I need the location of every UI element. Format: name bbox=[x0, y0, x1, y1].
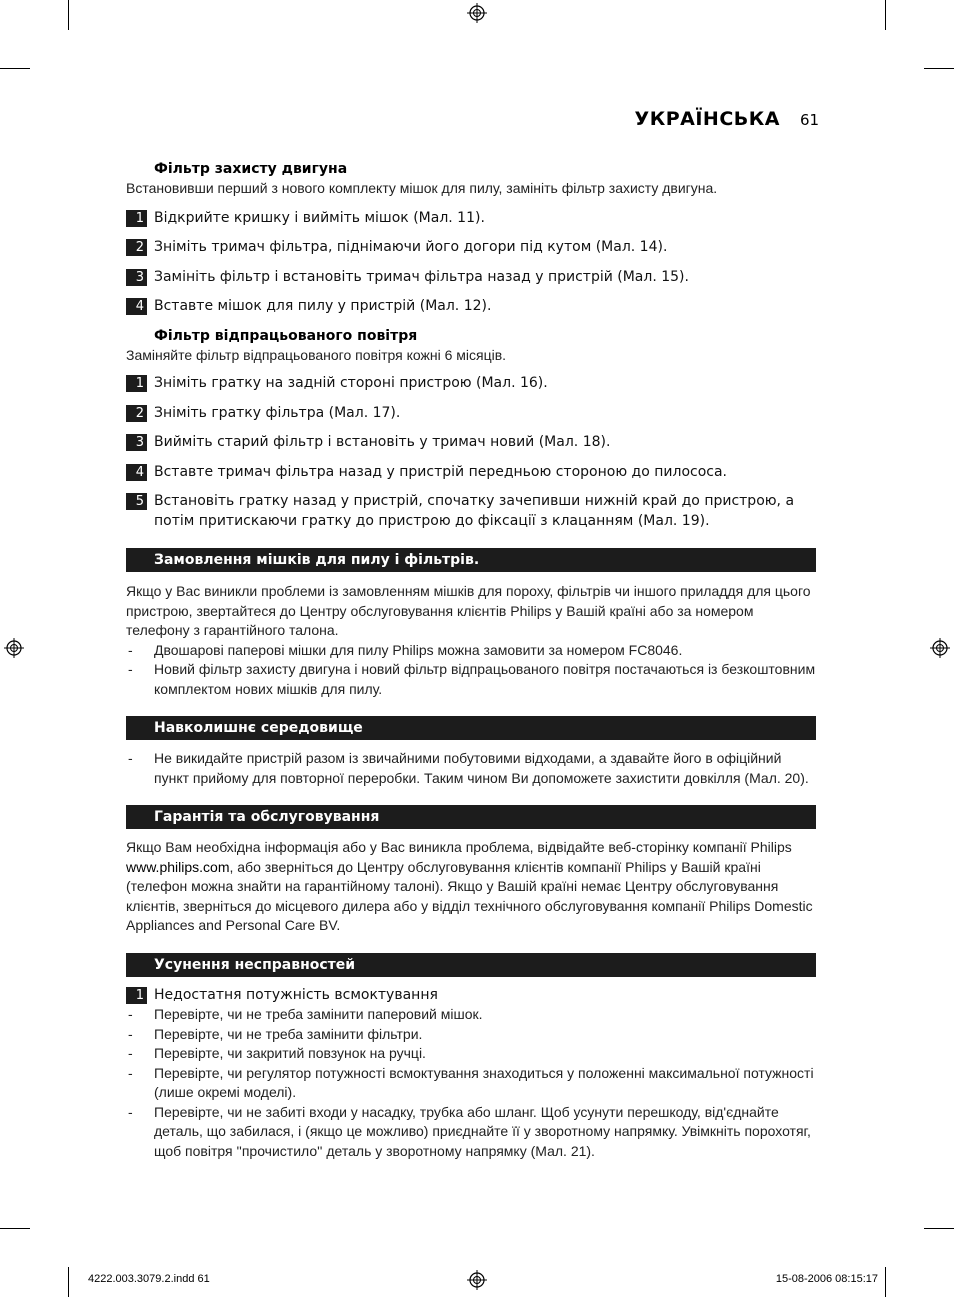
registration-mark-icon bbox=[930, 638, 950, 658]
motor-filter-heading: Фільтр захисту двигуна bbox=[154, 161, 348, 177]
list-item: - Перевірте, чи закритий повзунок на ручці. bbox=[128, 1045, 426, 1061]
crop-mark bbox=[885, 0, 886, 30]
step-text: Зніміть гратку фільтра (Мал. 17). bbox=[154, 404, 401, 421]
exhaust-filter-intro: Заміняйте фільтр відпрацьованого повітря кожні 6 місяців. bbox=[126, 346, 507, 363]
footer-file-info: 4222.003.3079.2.indd 61 bbox=[88, 1273, 210, 1285]
step-number: 2 bbox=[126, 405, 147, 422]
crop-mark bbox=[0, 68, 30, 69]
guarantee-text-after: , або зверніться до Центру обслуговування клієнтів компанії Philips у Вашій країні (телефон можна знайти на гарантійному талоні). Якщо у Вашій країні немає Центру обслуговування клієнтів, зверніться до місцевого дилера або у відділ технічного обслуговування компанії Philips Domestic Appliances and Personal Care BV. bbox=[126, 858, 813, 933]
troubleshooting-section-title: Усунення несправностей bbox=[126, 953, 816, 977]
step-number: 1 bbox=[126, 987, 147, 1004]
list-item: - Перевірте, чи не треба замінити паперовий мішок. bbox=[128, 1006, 483, 1022]
registration-mark-icon bbox=[467, 1270, 487, 1290]
step-text: Вставте тримач фільтра назад у пристрій передньою стороною до пилососа. bbox=[154, 463, 728, 480]
ordering-section-title: Замовлення мішків для пилу і фільтрів. bbox=[126, 548, 816, 572]
crop-mark bbox=[885, 1267, 886, 1297]
step-text: Замініть фільтр і встановіть тримач фільтра назад у пристрій (Мал. 15). bbox=[154, 268, 689, 285]
step-text: Вийміть старий фільтр і встановіть у тримач новий (Мал. 18). bbox=[154, 434, 611, 450]
language-title: УКРАЇНСЬКА bbox=[634, 108, 780, 130]
guarantee-paragraph bbox=[126, 838, 816, 936]
crop-mark bbox=[68, 0, 69, 30]
ordering-paragraph: Якщо у Вас виникли проблеми із замовленням мішків для пороху, фільтрів чи іншого приладдя для цього пристрою, звертайтеся до Центру обслуговування клієнтів Philips у Вашій країні або за номером телефону з гарантійного талона. bbox=[126, 583, 811, 638]
exhaust-filter-step bbox=[126, 374, 816, 394]
motor-filter-intro: Встановивши перший з нового комплекту мішок для пилу, замініть фільтр захисту двигуна. bbox=[126, 180, 718, 196]
step-number: 5 bbox=[126, 493, 147, 510]
list-item: - Перевірте, чи регулятор потужності всмоктування знаходиться у положенні максимальної потужності (лише окремі моделі). bbox=[128, 1064, 814, 1100]
exhaust-filter-step bbox=[126, 404, 816, 424]
motor-filter-step bbox=[126, 209, 816, 229]
list-item: - Новий фільтр захисту двигуна і новий фільтр відпрацьованого повітря постачаються із безкоштовним комплектом нових мішків для пилу. bbox=[128, 661, 816, 697]
list-item: - Двошарові паперові мішки для пилу Philips можна замовити за номером FC8046. bbox=[128, 641, 683, 658]
step-text: Встановіть гратку назад у пристрій, спочатку зачепивши нижній край до пристрою, а потім притискаючи гратку до пристрою до фіксації з клацанням (Мал. 19). bbox=[154, 493, 795, 529]
motor-filter-step bbox=[126, 268, 816, 288]
list-item-text: Двошарові паперові мішки для пилу Philips можна замовити за номером FC8046. bbox=[154, 641, 683, 658]
list-item-text: Новий фільтр захисту двигуна і новий фільтр відпрацьованого повітря постачаються із безкоштовним комплектом нових мішків для пилу. bbox=[154, 661, 816, 697]
list-item-text: Не викидайте пристрій разом із звичайними побутовими відходами, а здавайте його в офіційний пункт прийому для повторної переробки. Таким чином Ви допоможете захистити довкілля (Мал. 20). bbox=[154, 750, 809, 786]
list-item-text: Перевірте, чи закритий повзунок на ручці. bbox=[154, 1045, 426, 1061]
list-item: - Перевірте, чи не треба замінити фільтри. bbox=[128, 1025, 423, 1042]
list-item-text: Перевірте, чи не забиті входи у насадку, трубка або шланг. Щоб усунути перешкоду, від'єднайте деталь, що забилася, і (якщо це можливо) приєднайте її у зворотному напрямку. Увімкніть порохотяг, щоб повітря ''прочистило'' деталь у зворотному напрямку (Мал. 21). bbox=[154, 1103, 811, 1159]
troubleshooting-problem bbox=[126, 986, 816, 1006]
step-number: 1 bbox=[126, 210, 147, 227]
list-item-text: Перевірте, чи не треба замінити паперовий мішок. bbox=[154, 1006, 483, 1022]
guarantee-section-title: Гарантія та обслуговування bbox=[126, 805, 816, 829]
motor-filter-step bbox=[126, 297, 816, 317]
exhaust-filter-step bbox=[126, 433, 816, 453]
crop-mark bbox=[68, 1267, 69, 1297]
footer-datetime: 15-08-2006 08:15:17 bbox=[775, 1273, 878, 1285]
step-number: 1 bbox=[126, 375, 147, 392]
page-number: 61 bbox=[800, 111, 820, 129]
philips-website-link[interactable]: www.philips.com bbox=[126, 858, 230, 875]
list-item: - Перевірте, чи не забиті входи у насадку, трубка або шланг. Щоб усунути перешкоду, від'єднайте деталь, що забилася, і (якщо це можливо) приєднайте її у зворотному напрямку. Увімкніть порохотяг, щоб повітря ''прочистило'' деталь у зворотному напрямку (Мал. 21). bbox=[128, 1103, 811, 1159]
exhaust-filter-step bbox=[126, 492, 816, 531]
exhaust-filter-heading: Фільтр відпрацьованого повітря bbox=[154, 327, 418, 344]
crop-mark bbox=[924, 68, 954, 69]
step-text: Зніміть гратку на задній стороні пристрою (Мал. 16). bbox=[154, 375, 548, 391]
step-text: Вставте мішок для пилу у пристрій (Мал. 12). bbox=[154, 298, 492, 314]
list-item-text: Перевірте, чи не треба замінити фільтри. bbox=[154, 1025, 423, 1042]
step-number: 3 bbox=[126, 434, 147, 451]
list-item: - Не викидайте пристрій разом із звичайними побутовими відходами, а здавайте його в офіційний пункт прийому для повторної переробки. Таким чином Ви допоможете захистити довкілля (Мал. 20). bbox=[128, 750, 809, 786]
exhaust-filter-step bbox=[126, 463, 816, 483]
step-text: Зніміть тримач фільтра, піднімаючи його догори під кутом (Мал. 14). bbox=[154, 239, 668, 255]
registration-mark-icon bbox=[4, 638, 24, 658]
list-item-text: Перевірте, чи регулятор потужності всмоктування знаходиться у положенні максимальної потужності (лише окремі моделі). bbox=[154, 1064, 814, 1100]
step-number: 4 bbox=[126, 298, 147, 315]
step-number: 2 bbox=[126, 239, 147, 256]
step-text: Відкрийте кришку і вийміть мішок (Мал. 11). bbox=[154, 209, 485, 226]
crop-mark bbox=[0, 1228, 30, 1229]
motor-filter-step bbox=[126, 238, 816, 258]
step-number: 3 bbox=[126, 269, 147, 286]
guarantee-text-before: Якщо Вам необхідна інформація або у Вас виникла проблема, відвідайте веб-сторінку компанії Philips bbox=[126, 839, 792, 855]
page-content bbox=[126, 160, 816, 1161]
step-number: 4 bbox=[126, 464, 147, 481]
crop-mark bbox=[924, 1228, 954, 1229]
problem-text: Недостатня потужність всмоктування bbox=[154, 986, 438, 1003]
registration-mark-icon bbox=[467, 3, 487, 23]
environment-section-title: Навколишнє середовище bbox=[126, 716, 816, 740]
